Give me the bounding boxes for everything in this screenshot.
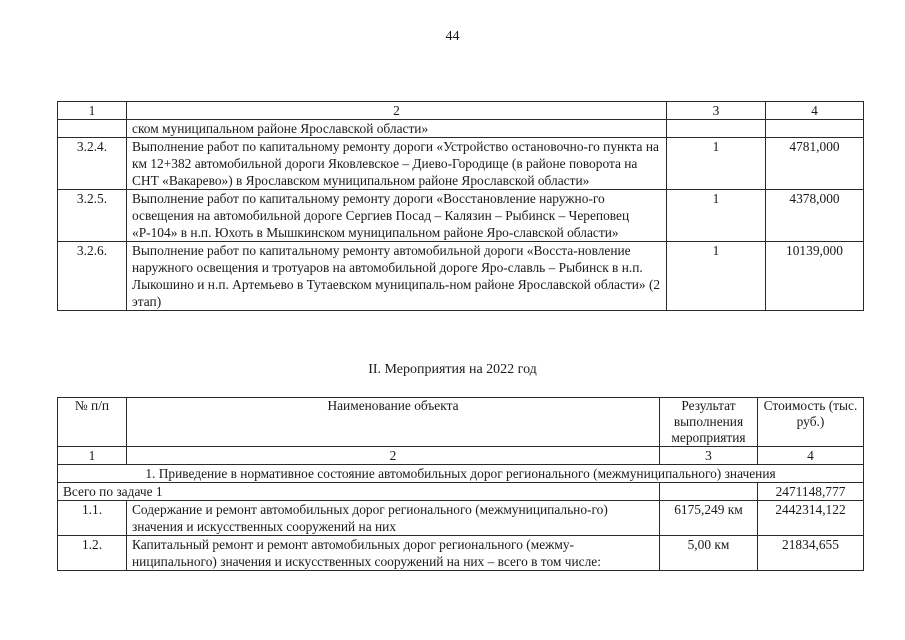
table-cell <box>766 120 864 138</box>
table-header-row <box>58 398 864 447</box>
col-number-2: 2 <box>127 447 660 465</box>
row-number: 3.2.6. <box>58 242 127 311</box>
row-result: 1 <box>667 242 766 311</box>
row-description: Содержание и ремонт автомобильных дорог регионального (межмуниципально-го) значения и искусственных сооружений на них <box>127 501 660 536</box>
row-description: Выполнение работ по капитальному ремонту автомобильной дороги «Восста-новление наружного освещения и тротуаров на автомобильной дороге Яро-славль – Рыбинск в н.п. Лыкошино и н.п. Артемьево в Тутаевском муниципаль-ном районе Ярославской области» (2 этап) <box>127 242 667 311</box>
row-cost: 2442314,122 <box>758 501 864 536</box>
table-row <box>58 242 864 311</box>
total-cost: 2471148,777 <box>758 483 864 501</box>
table-row <box>58 120 864 138</box>
header-result: Результат выполнения мероприятия <box>660 398 758 447</box>
row-result: 1 <box>667 190 766 242</box>
works-table-continued <box>57 101 864 311</box>
header-col-3: 3 <box>667 102 766 120</box>
row-result: 5,00 км <box>660 536 758 571</box>
row-cost: 10139,000 <box>766 242 864 311</box>
total-label: Всего по задаче 1 <box>58 483 660 501</box>
section-title: II. Мероприятия на 2022 год <box>368 362 537 377</box>
table-row <box>58 138 864 190</box>
header-col-4: 4 <box>766 102 864 120</box>
table-cell <box>660 483 758 501</box>
header-col-2: 2 <box>127 102 667 120</box>
column-numbers-row <box>58 447 864 465</box>
row-number: 3.2.5. <box>58 190 127 242</box>
task-title: 1. Приведение в нормативное состояние автомобильных дорог регионального (межмуниципального) значения <box>58 465 864 483</box>
table-header-row <box>58 102 864 120</box>
row-number: 3.2.4. <box>58 138 127 190</box>
col-number-1: 1 <box>58 447 127 465</box>
header-num: № п/п <box>58 398 127 447</box>
table-cell <box>58 120 127 138</box>
row-description: Выполнение работ по капитальному ремонту дороги «Восстановление наружно-го освещения на автомобильной дороге Сергиев Посад – Калязин – Рыбинск – Череповец «Р-104» в н.п. Юхоть в Мышкинском муниципальном районе Яро-славской области» <box>127 190 667 242</box>
table-row <box>58 501 864 536</box>
col-number-3: 3 <box>660 447 758 465</box>
table-row <box>58 536 864 571</box>
row-cost: 21834,655 <box>758 536 864 571</box>
row-cost: 4378,000 <box>766 190 864 242</box>
header-col-1: 1 <box>58 102 127 120</box>
row-result: 6175,249 км <box>660 501 758 536</box>
page-number: 44 <box>445 29 460 44</box>
table-row <box>58 190 864 242</box>
continuation-text: ском муниципальном районе Ярославской области» <box>127 120 667 138</box>
works-2022-table <box>57 397 864 571</box>
row-cost: 4781,000 <box>766 138 864 190</box>
row-result: 1 <box>667 138 766 190</box>
row-number: 1.1. <box>58 501 127 536</box>
row-description: Капитальный ремонт и ремонт автомобильных дорог регионального (межму-ниципального) значения и искусственных сооружений на них – всего в том числе: <box>127 536 660 571</box>
task-title-row <box>58 465 864 483</box>
total-row <box>58 483 864 501</box>
table-cell <box>667 120 766 138</box>
row-description: Выполнение работ по капитальному ремонту дороги «Устройство остановочно-го пункта на км 12+382 автомобильной дороги Яковлевское – Диево-Городище (в районе поворота на СНТ «Вакарево») в Ярославском муниципальном районе Ярославской области» <box>127 138 667 190</box>
header-cost: Стоимость (тыс. руб.) <box>758 398 864 447</box>
row-number: 1.2. <box>58 536 127 571</box>
header-name: Наименование объекта <box>127 398 660 447</box>
col-number-4: 4 <box>758 447 864 465</box>
